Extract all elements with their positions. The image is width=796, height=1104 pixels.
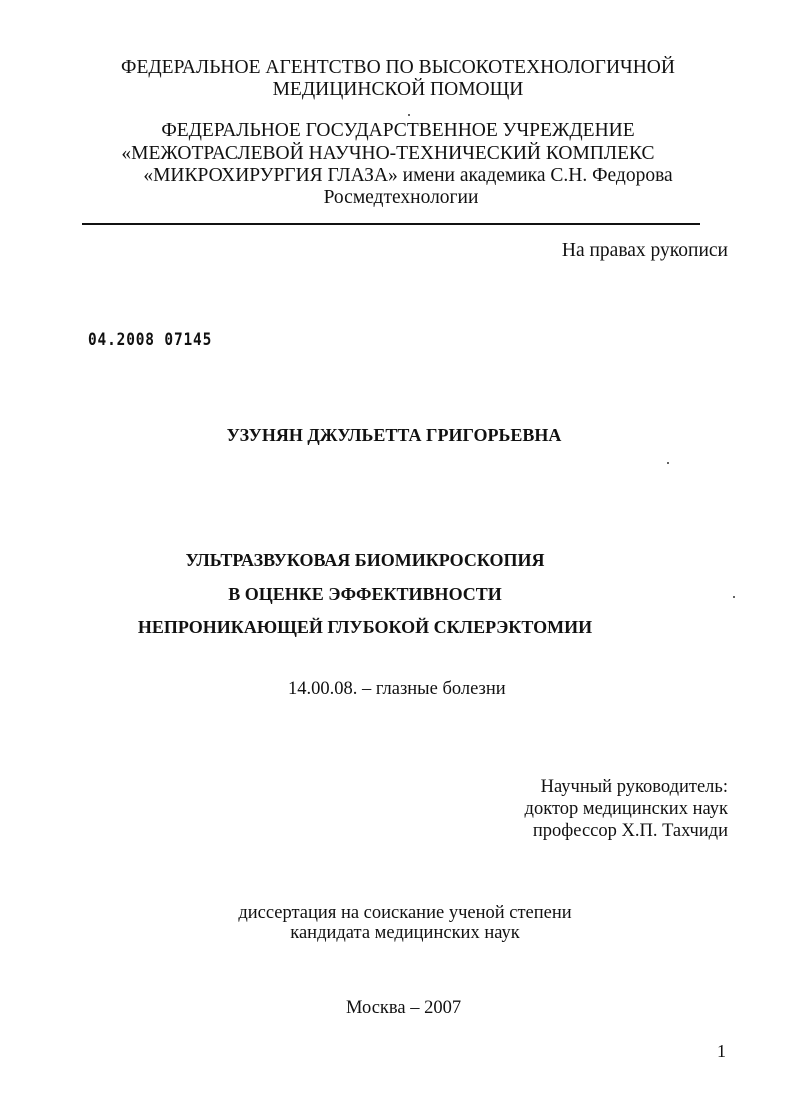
institution-line-2: «МЕЖОТРАСЛЕВОЙ НАУЧНО-ТЕХНИЧЕСКИЙ КОМПЛЕКС (121, 143, 655, 164)
title-line-1: УЛЬТРАЗВУКОВАЯ БИОМИКРОСКОПИЯ (185, 550, 545, 570)
agency-line-1: ФЕДЕРАЛЬНОЕ АГЕНТСТВО ПО ВЫСОКОТЕХНОЛОГИЧНОЙ (121, 57, 675, 78)
author-name: УЗУНЯН ДЖУЛЬЕТТА ГРИГОРЬЕВНА (226, 425, 562, 445)
specialty-code: 14.00.08. – глазные болезни (288, 679, 506, 699)
institution-line-1: ФЕДЕРАЛЬНОЕ ГОСУДАРСТВЕННОЕ УЧРЕЖДЕНИЕ (161, 120, 635, 141)
degree-line-2: кандидата медицинских наук (290, 923, 520, 943)
scan-speck (408, 114, 410, 116)
library-stamp-number: 04.2008 07145 (88, 330, 213, 350)
supervisor-degree: доктор медицинских наук (524, 799, 728, 819)
city-year: Москва – 2007 (346, 998, 462, 1018)
scan-speck (667, 462, 669, 464)
page-number: 1 (717, 1041, 726, 1061)
title-line-3: НЕПРОНИКАЮЩЕЙ ГЛУБОКОЙ СКЛЕРЭКТОМИИ (137, 617, 593, 637)
header-divider (82, 223, 700, 225)
supervisor-name: профессор Х.П. Тахчиди (532, 821, 728, 841)
title-line-2: В ОЦЕНКЕ ЭФФЕКТИВНОСТИ (228, 584, 502, 604)
agency-line-2: МЕДИЦИНСКОЙ ПОМОЩИ (272, 79, 524, 100)
institution-line-4: Росмедтехнологии (323, 187, 479, 208)
degree-line-1: диссертация на соискание ученой степени (238, 903, 572, 923)
supervisor-label: Научный руководитель: (540, 777, 728, 797)
scan-speck (733, 596, 735, 598)
rights-note: На правах рукописи (561, 240, 728, 261)
institution-line-3: «МИКРОХИРУРГИЯ ГЛАЗА» имени академика С.Н. Федорова (143, 165, 673, 186)
